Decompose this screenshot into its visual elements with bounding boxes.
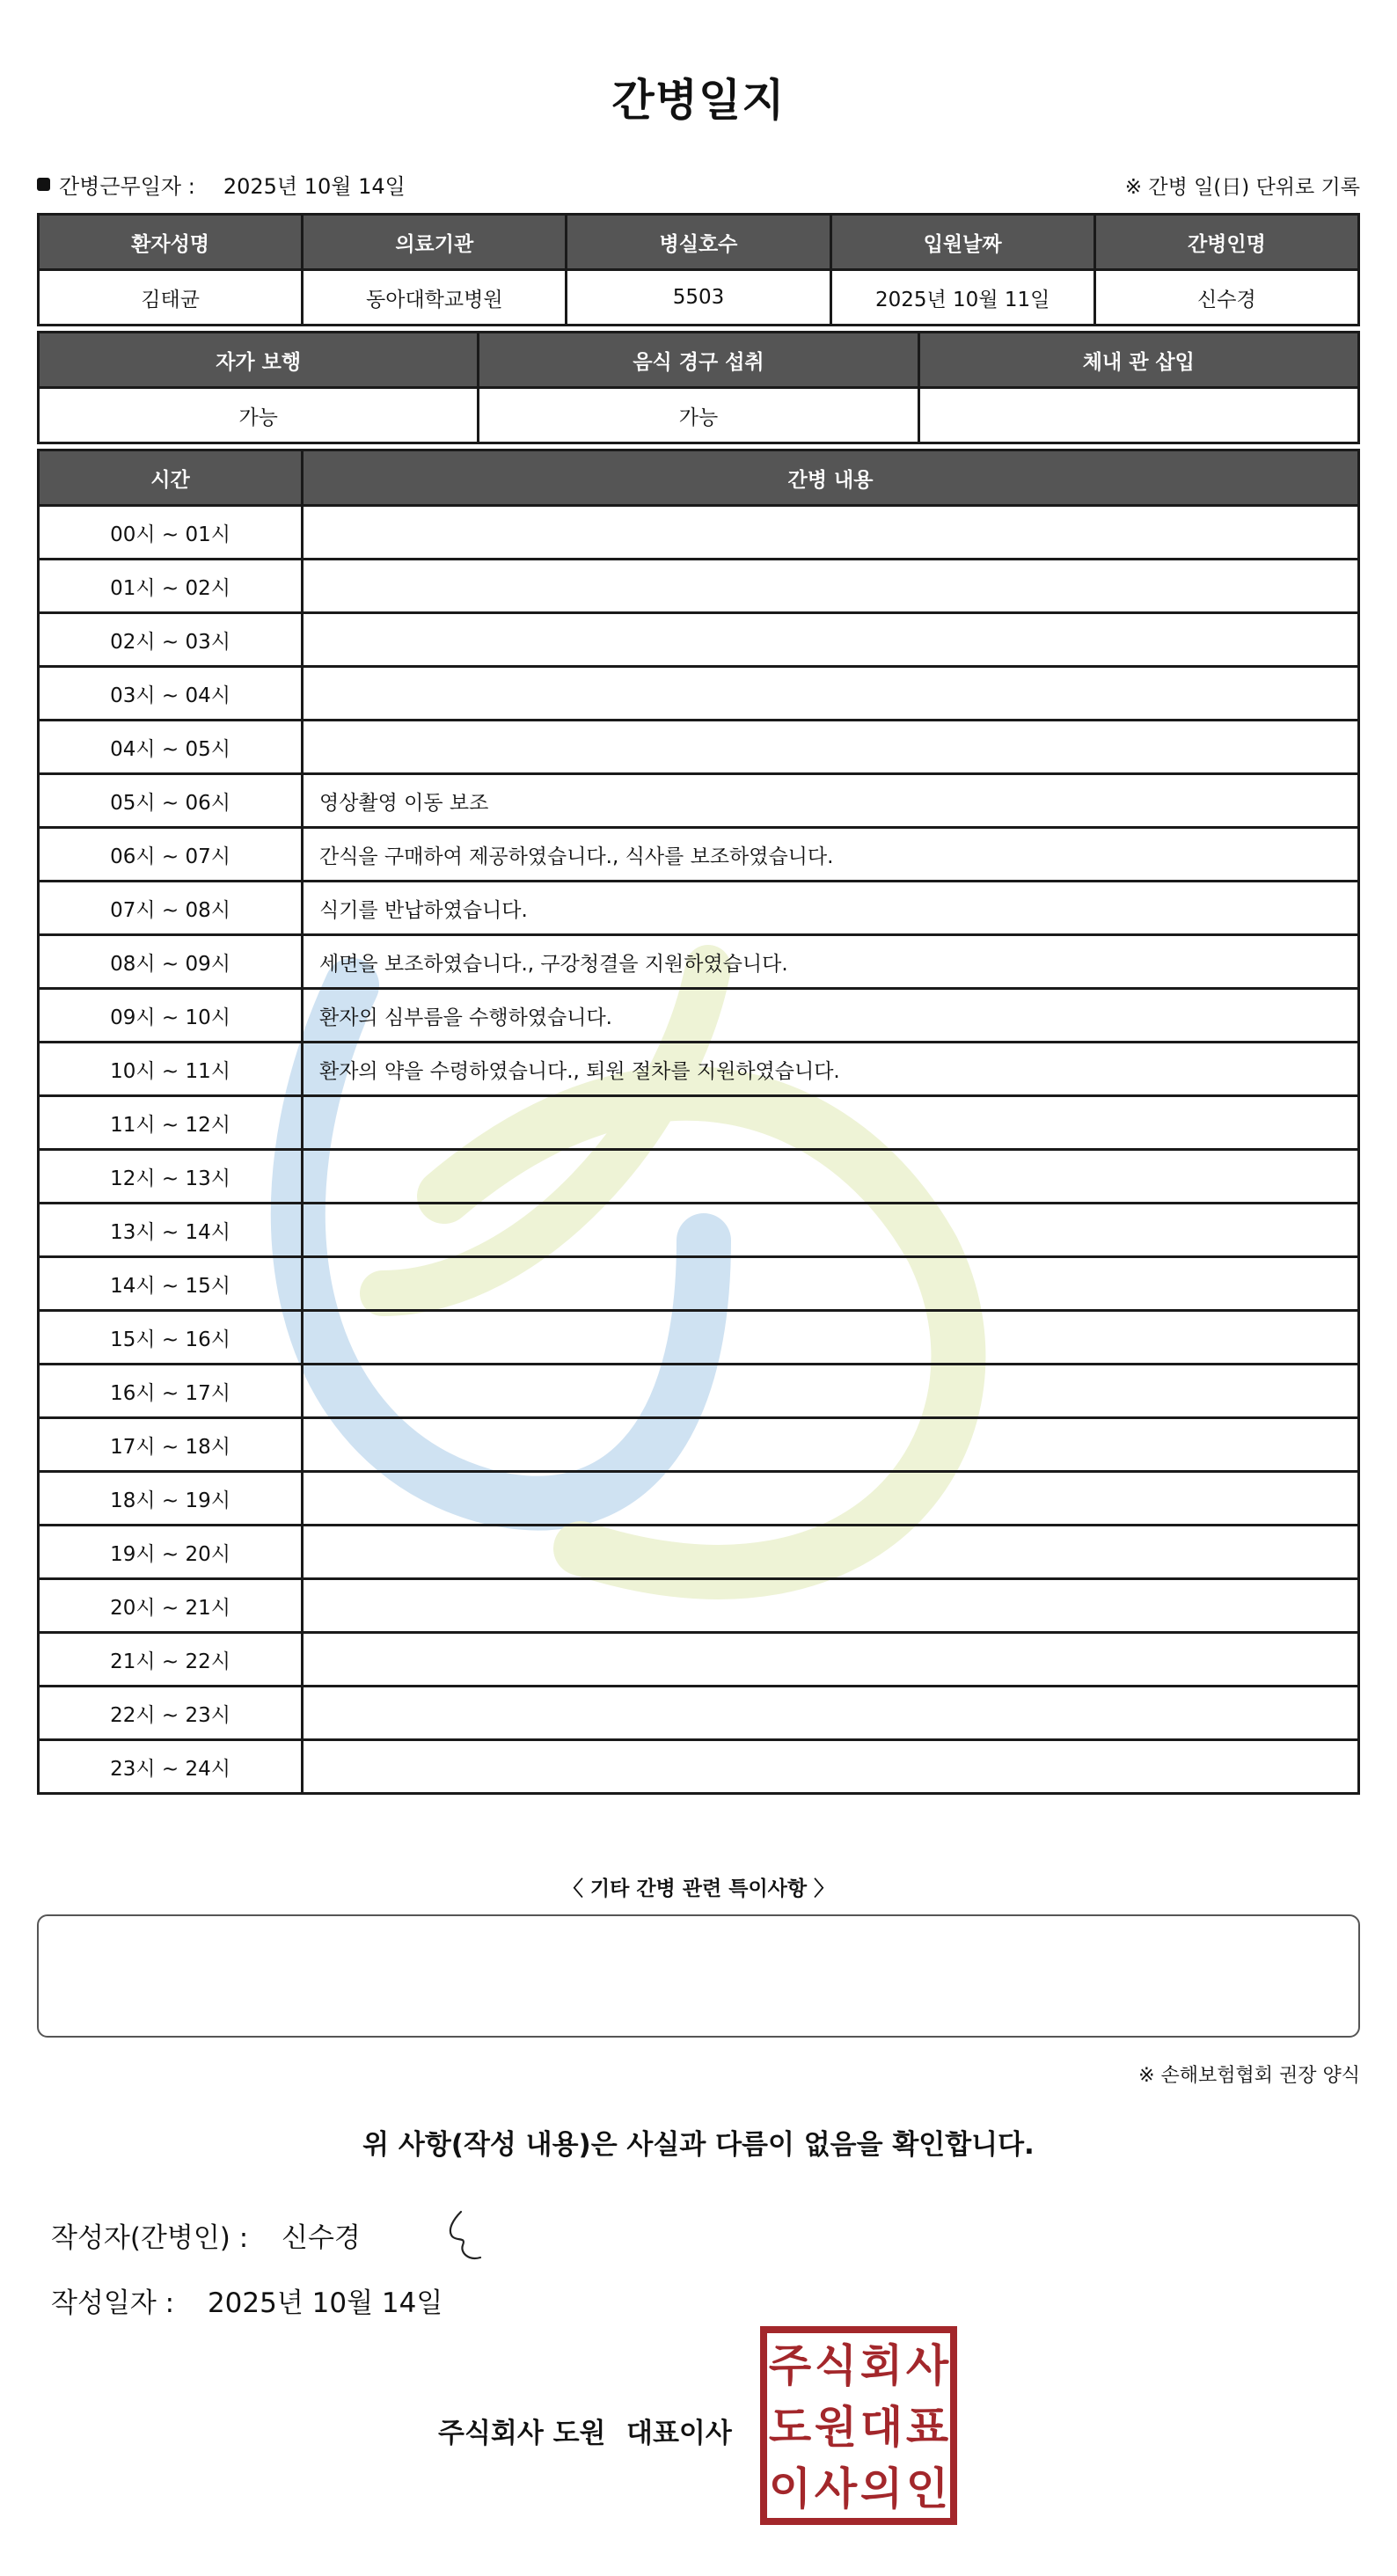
log-row (39, 935, 1359, 989)
seal-char: 도 (768, 2402, 812, 2453)
log-time: 17시 ~ 18시 (39, 1418, 303, 1472)
seal-char: 인 (905, 2463, 949, 2514)
log-time: 22시 ~ 23시 (39, 1687, 303, 1740)
tube-insertion-value (918, 388, 1358, 443)
log-content: 식기를 반납하였습니다. (303, 882, 1359, 935)
oral-intake-header: 음식 경구 섭취 (479, 333, 918, 388)
log-time: 09시 ~ 10시 (39, 989, 303, 1043)
patient-info-table (37, 213, 1360, 326)
log-content (303, 506, 1359, 560)
log-row (39, 1579, 1359, 1633)
log-time: 04시 ~ 05시 (39, 721, 303, 774)
log-content: 환자의 약을 수령하였습니다., 퇴원 절차를 지원하였습니다. (303, 1043, 1359, 1096)
room-value: 5503 (567, 270, 830, 326)
log-row (39, 613, 1359, 667)
time-header: 시간 (39, 450, 303, 506)
admission-date-value: 2025년 10월 11일 (830, 270, 1094, 326)
log-row (39, 1204, 1359, 1257)
log-time: 08시 ~ 09시 (39, 935, 303, 989)
company-name: 주식회사 도원 (438, 2418, 606, 2449)
written-date-value: 2025년 10월 14일 (207, 2287, 443, 2319)
care-content-header: 간병 내용 (303, 450, 1359, 506)
writer-line (51, 2215, 361, 2255)
log-content (303, 613, 1359, 667)
log-time: 01시 ~ 02시 (39, 560, 303, 613)
remarks-box (37, 1914, 1360, 2038)
log-row (39, 721, 1359, 774)
log-time: 19시 ~ 20시 (39, 1526, 303, 1579)
room-header: 병실호수 (567, 215, 830, 270)
log-content (303, 1204, 1359, 1257)
log-content: 세면을 보조하였습니다., 구강청결을 지원하였습니다. (303, 935, 1359, 989)
log-content (303, 1257, 1359, 1311)
log-row (39, 882, 1359, 935)
work-date (37, 169, 406, 200)
patient-name-value: 김태균 (39, 270, 303, 326)
log-time: 00시 ~ 01시 (39, 506, 303, 560)
log-content: 간식을 구매하여 제공하였습니다., 식사를 보조하였습니다. (303, 828, 1359, 882)
written-date-line (51, 2280, 443, 2320)
admission-date-header: 입원날짜 (830, 215, 1094, 270)
log-time: 14시 ~ 15시 (39, 1257, 303, 1311)
log-time: 16시 ~ 17시 (39, 1365, 303, 1418)
log-content: 영상촬영 이동 보조 (303, 774, 1359, 828)
log-time: 21시 ~ 22시 (39, 1633, 303, 1687)
caregiver-name-header: 간병인명 (1094, 215, 1358, 270)
log-row (39, 506, 1359, 560)
log-time: 12시 ~ 13시 (39, 1150, 303, 1204)
log-content (303, 721, 1359, 774)
bullet-square-icon (37, 178, 50, 191)
log-time: 05시 ~ 06시 (39, 774, 303, 828)
seal-char: 표 (905, 2402, 949, 2453)
log-row (39, 1633, 1359, 1687)
writer-value: 신수경 (282, 2222, 361, 2254)
log-row (39, 828, 1359, 882)
log-row (39, 560, 1359, 613)
log-row (39, 989, 1359, 1043)
oral-intake-value: 가능 (479, 388, 918, 443)
log-content: 환자의 심부름을 수행하였습니다. (303, 989, 1359, 1043)
log-row (39, 1526, 1359, 1579)
log-content (303, 560, 1359, 613)
hospital-header: 의료기관 (303, 215, 567, 270)
seal-char: 의 (859, 2463, 903, 2514)
ceo-label: 대표이사 (626, 2418, 732, 2449)
log-content (303, 1687, 1359, 1740)
seal-char: 대 (859, 2402, 903, 2453)
log-content (303, 1472, 1359, 1526)
log-row (39, 774, 1359, 828)
signature (436, 2206, 498, 2268)
work-date-value: 2025년 10월 14일 (223, 174, 406, 199)
unit-note: ※ 간병 일(日) 단위로 기록 (1124, 176, 1360, 199)
writer-label: 작성자(간병인) : (51, 2222, 249, 2254)
log-row (39, 1365, 1359, 1418)
company-seal (760, 2326, 957, 2525)
log-content (303, 1311, 1359, 1365)
log-content (303, 1365, 1359, 1418)
log-row (39, 1472, 1359, 1526)
work-date-label: 간병근무일자 : (59, 174, 195, 199)
log-content (303, 1150, 1359, 1204)
log-row (39, 1150, 1359, 1204)
log-time: 02시 ~ 03시 (39, 613, 303, 667)
log-row (39, 667, 1359, 721)
care-log-table (37, 449, 1360, 1795)
log-row (39, 1257, 1359, 1311)
remarks-title: 〈 기타 간병 관련 특이사항 〉 (562, 1877, 835, 1900)
log-content (303, 1096, 1359, 1150)
seal-char: 회 (859, 2340, 903, 2391)
page-title: 간병일지 (611, 75, 786, 126)
log-content (303, 667, 1359, 721)
seal-char: 원 (814, 2402, 858, 2453)
log-content (303, 1418, 1359, 1472)
log-row (39, 1096, 1359, 1150)
log-time: 03시 ~ 04시 (39, 667, 303, 721)
log-time: 20시 ~ 21시 (39, 1579, 303, 1633)
written-date-label: 작성일자 : (51, 2287, 175, 2319)
seal-char: 식 (814, 2340, 858, 2391)
log-time: 07시 ~ 08시 (39, 882, 303, 935)
seal-char: 주 (768, 2340, 812, 2391)
log-content (303, 1526, 1359, 1579)
seal-char: 이 (768, 2463, 812, 2514)
form-note: ※ 손해보험협회 권장 양식 (1138, 2065, 1360, 2087)
log-time: 23시 ~ 24시 (39, 1740, 303, 1794)
log-content (303, 1740, 1359, 1794)
log-time: 18시 ~ 19시 (39, 1472, 303, 1526)
caregiver-name-value: 신수경 (1094, 270, 1358, 326)
patient-status-table (37, 331, 1360, 444)
log-time: 06시 ~ 07시 (39, 828, 303, 882)
self-walking-value: 가능 (39, 388, 479, 443)
log-time: 15시 ~ 16시 (39, 1311, 303, 1365)
log-time: 10시 ~ 11시 (39, 1043, 303, 1096)
self-walking-header: 자가 보행 (39, 333, 479, 388)
log-row (39, 1687, 1359, 1740)
patient-name-header: 환자성명 (39, 215, 303, 270)
log-row (39, 1418, 1359, 1472)
seal-char: 사 (905, 2340, 949, 2391)
confirmation-statement: 위 사항(작성 내용)은 사실과 다름이 없음을 확인합니다. (362, 2129, 1035, 2161)
log-row (39, 1043, 1359, 1096)
log-content (303, 1579, 1359, 1633)
log-row (39, 1311, 1359, 1365)
seal-char: 사 (814, 2463, 858, 2514)
hospital-value: 동아대학교병원 (303, 270, 567, 326)
log-content (303, 1633, 1359, 1687)
log-row (39, 1740, 1359, 1794)
log-time: 11시 ~ 12시 (39, 1096, 303, 1150)
tube-insertion-header: 체내 관 삽입 (918, 333, 1358, 388)
log-time: 13시 ~ 14시 (39, 1204, 303, 1257)
